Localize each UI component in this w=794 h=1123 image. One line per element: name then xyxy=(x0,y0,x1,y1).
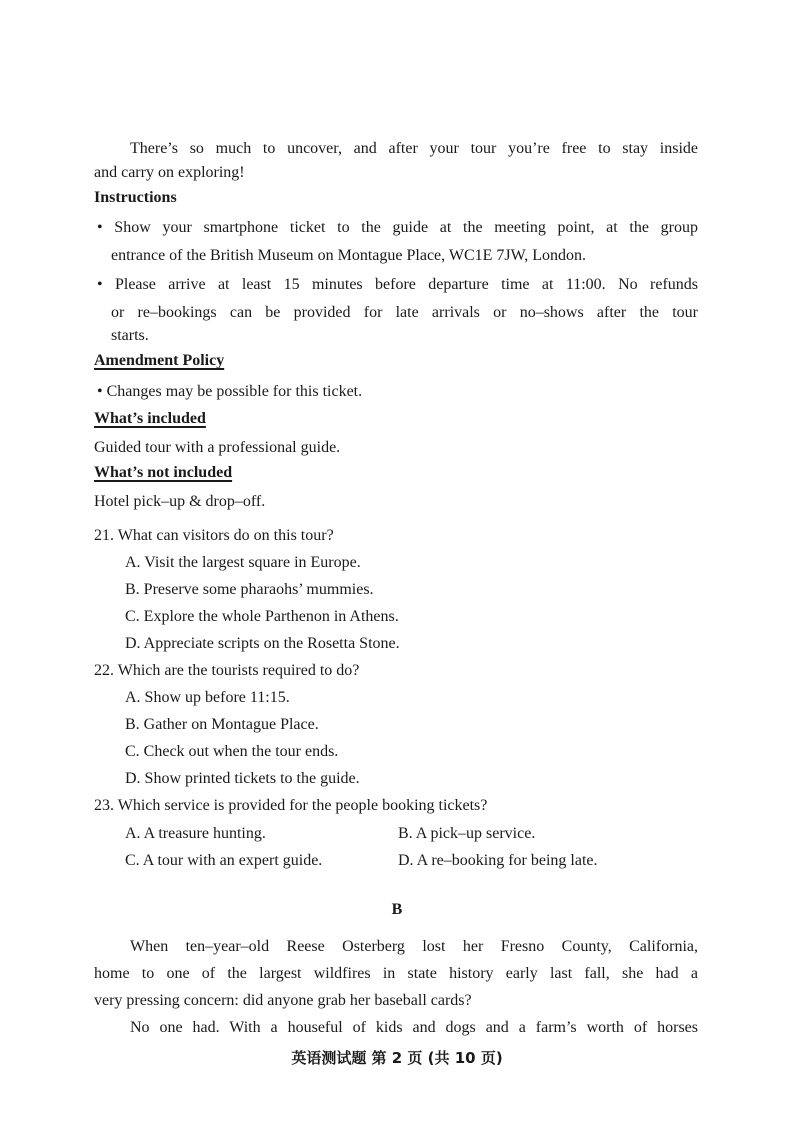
question-23-option-a: A. A treasure hunting. xyxy=(125,825,266,842)
instruction-bullet-2-line-1: • Please arrive at least 15 minutes before departure time at 11:00. No refunds xyxy=(97,276,698,293)
question-21-option-c: C. Explore the whole Parthenon in Athens. xyxy=(125,608,399,625)
instruction-bullet-1-line-1: • Show your smartphone ticket to the guide at the meeting point, at the group xyxy=(97,219,698,236)
question-21-option-b: B. Preserve some pharaohs’ mummies. xyxy=(125,581,374,598)
question-22-option-a: A. Show up before 11:15. xyxy=(125,689,290,706)
whats-included-heading: What’s included xyxy=(94,410,206,427)
instruction-bullet-1-line-2: entrance of the British Museum on Montague Place, WC1E 7JW, London. xyxy=(111,247,587,264)
passage-b-p2-line-1: No one had. With a houseful of kids and dogs and a farm’s worth of horses xyxy=(130,1019,698,1036)
intro-line-1: There’s so much to uncover, and after your tour you’re free to stay inside xyxy=(130,140,698,157)
passage-b-p1-line-3: very pressing concern: did anyone grab her baseball cards? xyxy=(94,992,472,1009)
question-23-stem: 23. Which service is provided for the people booking tickets? xyxy=(94,797,488,814)
passage-b-p1-line-1: When ten–year–old Reese Osterberg lost her Fresno County, California, xyxy=(130,938,698,955)
instruction-bullet-2-line-2: or re–bookings can be provided for late arrivals or no–shows after the tour xyxy=(111,304,698,321)
passage-b-label: B xyxy=(391,901,403,918)
question-21-stem: 21. What can visitors do on this tour? xyxy=(94,527,334,544)
question-22-option-b: B. Gather on Montague Place. xyxy=(125,716,319,733)
whats-not-included-text: Hotel pick–up & drop–off. xyxy=(94,493,266,510)
page-footer: 英语测试题 第 2 页 (共 10 页) xyxy=(291,1049,503,1067)
passage-b-p1-line-2: home to one of the largest wildfires in state history early last fall, she had a xyxy=(94,965,698,982)
whats-not-included-heading: What’s not included xyxy=(94,464,233,481)
question-22-option-c: C. Check out when the tour ends. xyxy=(125,743,339,760)
amendment-policy-heading: Amendment Policy xyxy=(94,352,225,369)
question-21-option-d: D. Appreciate scripts on the Rosetta Stone. xyxy=(125,635,400,652)
question-22-stem: 22. Which are the tourists required to do? xyxy=(94,662,360,679)
intro-line-2: and carry on exploring! xyxy=(94,164,245,181)
instructions-heading: Instructions xyxy=(94,189,177,206)
question-22-option-d: D. Show printed tickets to the guide. xyxy=(125,770,360,787)
question-23-option-c: C. A tour with an expert guide. xyxy=(125,852,323,869)
question-21-option-a: A. Visit the largest square in Europe. xyxy=(125,554,361,571)
question-23-option-b: B. A pick–up service. xyxy=(398,825,536,842)
question-23-option-d: D. A re–booking for being late. xyxy=(398,852,598,869)
amendment-policy-bullet: • Changes may be possible for this ticket. xyxy=(97,383,363,400)
instruction-bullet-2-line-3: starts. xyxy=(111,327,149,344)
whats-included-text: Guided tour with a professional guide. xyxy=(94,439,341,456)
